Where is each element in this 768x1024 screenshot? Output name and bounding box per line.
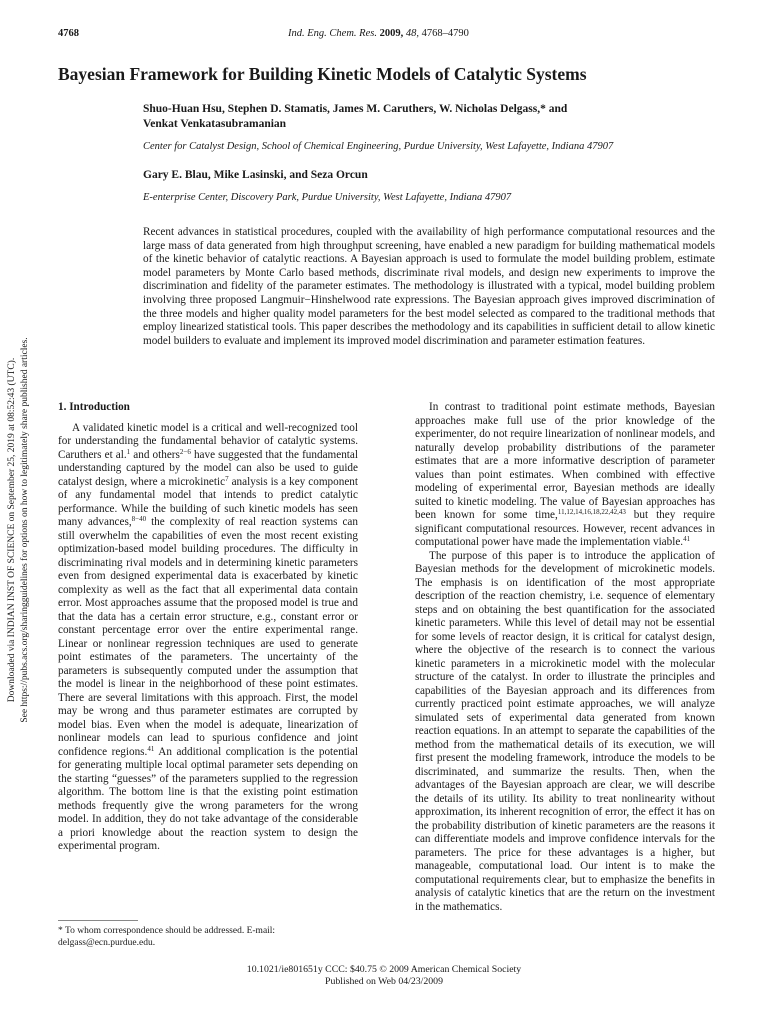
- section-heading: 1. Introduction: [58, 401, 130, 413]
- intro-paragraph-1: A validated kinetic model is a critical and well-recognized tool for understanding the fundamental behavior of catalytic systems. Caruthers et al.$^1$ and others$^{2-6}$ have suggested that the fundamental understanding captured by the model can also be used to guide catalyst design, where a microkinetic$^7$ analysis is a key component of any fundamental model that intends to predict catalytic performance. While the building of such kinetic models has seen many advances,$^{8-40}$ the complexity of real reaction systems can still overwhelm the capabilities of even the most recent existing optimization-based model building procedures. The difficulty in discriminating rival models and in determining kinetic parameters even from designed experimental data is exacerbated by kinetic complexity as well as the fact that all experimental data contain error. Most approaches assume that the proposed model is true and that the data has a certain error structure, e.g., constant error or constant percentage error over the entire experimental range. Linear or nonlinear regression techniques are used to generate point estimates of the parameters. The uncertainty of the parameters is subsequently computed under the assumption that the model is linear in the neighborhood of these point estimates. There are several limitations with this approach. First, the model may be wrong and thus parameter estimates are corrupted by model bias. Even when the model is adequate, linearization of nonlinear models can lead to spurious confidence and joint confidence regions.$^{41}$ An additional complication is the potential for generating multiple local optimal parameter sets depending on the starting “guesses” of the parameters supplied to the regression algorithm. The bottom line is that the existing point estimation methods frequently give the wrong parameters for the wrong model. In addition, they do not take advantage of the considerable a priori knowledge about the reaction system to design the experimental program.: [58, 421, 358, 852]
- download-notice-line2: See https://pubs.acs.org/sharingguidelines for options on how to legitimately share published articles.: [20, 337, 30, 723]
- running-head: [58, 28, 716, 42]
- author-list-secondary: Gary E. Blau, Mike Lasinski, and Seza Orcun: [143, 169, 368, 181]
- citation-ref: 11,12,14,16,18,22,42,43: [557, 508, 626, 516]
- page-number: 4768: [58, 28, 79, 39]
- page-footer: [0, 964, 768, 988]
- intro-paragraph-2: In contrast to traditional point estimate methods, Bayesian approaches make full use of the prior knowledge of the experimenter, do not require linearization of nonlinear models, and naturally develop probability distributions of the parameter estimates that are a more informative description of parameter values than point estimates. When combined with effective modeling of experimental error, Bayesian methods are ideally suited to kinetic modeling. The value of Bayesian approaches has been known for some time,$^{11,12,14,16,18,22,42,43}$ but they require significant computational resources. However, recent advances in computational power have made the implementation viable.$^{41}$: [415, 401, 715, 548]
- footnote-divider: [58, 920, 138, 921]
- doi-copyright-line: 10.1021/ie801651y CCC: $40.75 © 2009 American Chemical Society: [246, 964, 522, 975]
- affiliation-secondary: E-enterprise Center, Discovery Park, Purdue University, West Lafayette, Indiana 47907: [143, 192, 512, 203]
- right-column: [415, 401, 715, 914]
- intro-paragraph-3: The purpose of this paper is to introduce the application of Bayesian methods for the development of microkinetic models. The emphasis is on identification of the most appropriate description of the reaction chemistry, i.e. sequence of elementary steps and on obtaining the best quantification for the associated kinetic parameters. While this level of detail may not be essential for some levels of reactor design, it is critical for catalyst design, where the objective of the research is to connect the various kinetic parameters in a microkinetic model with the molecular structure of the catalyst. In order to illustrate the principles and capabilities of the Bayesian approach and its differences from currently practiced point estimate approaches, we will analyze simulated sets of experimental data generated from known reaction equations. In an attempt to separate the capabilities of the method from the mathematical details of its execution, we will first present the modeling framework, introduce the models to be discriminated, and summarize the results. Then, when the advantages of the Bayesian approach are clear, we will describe the details of its utility. Its ability to treat nonlinearity without approximation, its inherent recognition of error, the effect it has on the probability distribution of kinetic parameters are the reasons it can differentiate models and improve confidence intervals for the parameters. The price for these advantages is a higher, but manageable, computational load. Our intent is to make the computational requirements clear, but to emphasize the benefits in analysis of catalytic kinetics that are the return on the investment in the mathematics.: [415, 549, 715, 913]
- journal-volume: 48,: [405, 28, 419, 39]
- publication-date-line: Published on Web 04/23/2009: [325, 976, 443, 987]
- journal-pages: 4768–4790: [421, 28, 469, 39]
- journal-year: 2009,: [379, 28, 404, 39]
- left-column: [58, 401, 358, 854]
- article-title: Bayesian Framework for Building Kinetic Models of Catalytic Systems: [58, 64, 587, 84]
- affiliation-primary: Center for Catalyst Design, School of Chemical Engineering, Purdue University, West Lafayette, Indiana 47907: [143, 141, 614, 152]
- citation-ref: 1: [126, 447, 131, 456]
- journal-citation: [288, 28, 469, 39]
- citation-ref: 8−40: [131, 515, 147, 523]
- correspondence-footnote: * To whom correspondence should be addressed. E-mail: delgass@ecn.purdue.edu.: [58, 926, 276, 948]
- citation-ref: 2−6: [179, 447, 191, 456]
- citation-ref: 7: [225, 474, 229, 483]
- download-notice: [6, 300, 46, 760]
- abstract: Recent advances in statistical procedures, coupled with the availability of high performance computational resources and the large mass of data generated from high throughput screening, have enabled a new paradigm for building mathematical models of the kinetic behavior of catalytic reactions. A Bayesian approach is used to formulate the model building problem, estimate model parameters by Monte Carlo based methods, discriminate rival models, and design new experiments to improve the discrimination and fidelity of the parameter estimates. The methodology is illustrated with a typical, model building problem involving three proposed Langmuir−Hinshelwood rate expressions. The Bayesian approach gives improved discrimination of the three models and higher quality model parameters for the best model selected as compared to the traditional methods that employ linearized statistical tools. This paper describes the methodology and its capabilities in sufficient detail to allow kinetic model builders to evaluate and implement its improved model discrimination and parameter estimation features.: [143, 226, 715, 347]
- citation-ref: 41: [683, 535, 691, 543]
- author-line-2: Venkat Venkatasubramanian: [143, 118, 287, 130]
- author-list-primary: [143, 102, 723, 132]
- journal-name: Ind. Eng. Chem. Res.: [288, 28, 377, 39]
- download-notice-line1: Downloaded via INDIAN INST OF SCIENCE on September 25, 2019 at 08:52:43 (UTC).: [7, 357, 17, 703]
- citation-ref: 41: [147, 744, 155, 753]
- author-line-1: Shuo-Huan Hsu, Stephen D. Stamatis, James M. Caruthers, W. Nicholas Delgass,* and: [143, 103, 568, 115]
